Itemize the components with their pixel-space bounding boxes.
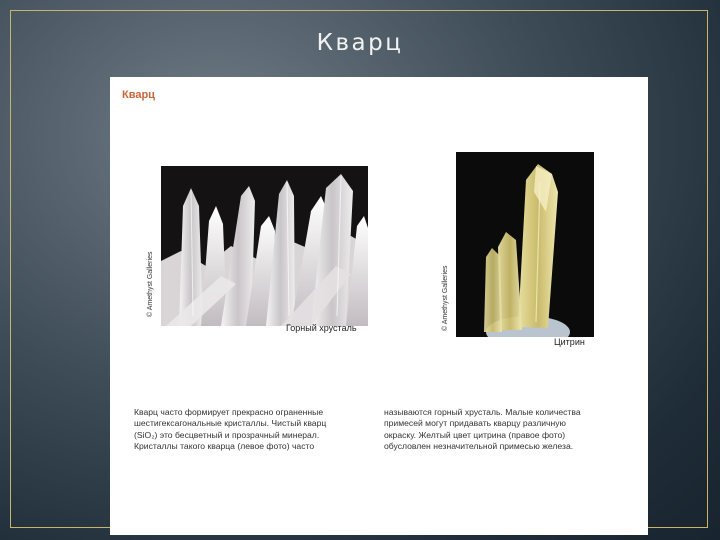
document-page xyxy=(110,77,648,535)
photo-caption-left: Горный хрусталь xyxy=(286,323,357,333)
citrine-photo xyxy=(456,152,594,337)
page-heading: Кварц xyxy=(122,89,155,101)
body-text-right: называются горный хрусталь. Малые количества примесей могут придавать кварцу различную окраску. Желтый цвет цитрина (правое фото) обусловлен незначительной примесью железа. xyxy=(384,407,581,452)
body-text-left: Кварц часто формирует прекрасно ограненные шестигексагональные кристаллы. Чистый кварц (SiO₂) это бесцветный и прозрачный минерал. Кристаллы такого кварца (левое фото) часто xyxy=(134,407,327,452)
photo-credit-left: © Amethyst Galleries xyxy=(147,251,154,317)
rock-crystal-photo xyxy=(161,166,368,326)
photo-credit-right: © Amethyst Galleries xyxy=(442,265,449,331)
photo-caption-right: Цитрин xyxy=(554,337,585,347)
slide-title: Кварц xyxy=(316,30,404,56)
